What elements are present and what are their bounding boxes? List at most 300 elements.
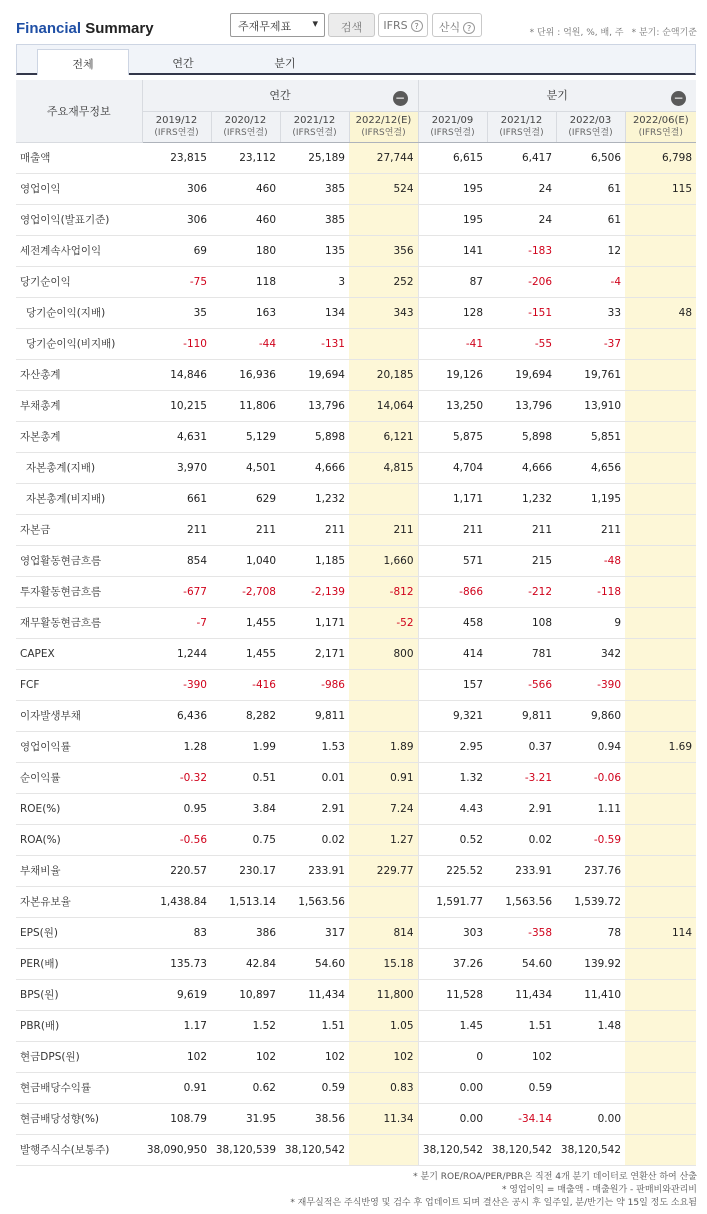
page-title-part2: Summary bbox=[81, 20, 154, 37]
table-cell: 2.91 bbox=[487, 793, 556, 824]
table-cell bbox=[625, 514, 696, 545]
table-cell: -55 bbox=[487, 328, 556, 359]
table-cell: 48 bbox=[625, 297, 696, 328]
period-basis: (IFRS연결) bbox=[499, 127, 544, 138]
table-cell: 854 bbox=[142, 545, 211, 576]
table-cell: -416 bbox=[211, 669, 280, 700]
table-cell bbox=[625, 793, 696, 824]
table-cell: 460 bbox=[211, 173, 280, 204]
table-row bbox=[16, 142, 696, 173]
table-cell: 54.60 bbox=[280, 948, 349, 979]
table-cell: 3.84 bbox=[211, 793, 280, 824]
table-row bbox=[16, 1103, 696, 1134]
statement-type-value: 주재무제표 bbox=[238, 20, 292, 33]
unit-note-text: * 단위 : 억원, %, 배, 주 bbox=[529, 28, 624, 38]
table-cell: 4,666 bbox=[280, 452, 349, 483]
table-row bbox=[16, 545, 696, 576]
footnote: * 영업이익 = 매출액 - 매출원가 - 판매비와관리비 bbox=[501, 1185, 697, 1195]
table-cell: 1,244 bbox=[142, 638, 211, 669]
collapse-quarter-icon[interactable]: − bbox=[671, 91, 686, 106]
row-label: 순이익률 bbox=[16, 762, 142, 793]
row-label: 현금DPS(원) bbox=[16, 1041, 142, 1072]
period-basis: (IFRS연결) bbox=[154, 127, 199, 138]
table-cell: 4,656 bbox=[556, 452, 625, 483]
help-icon: ? bbox=[411, 20, 423, 32]
table-cell: 1.05 bbox=[349, 1010, 418, 1041]
table-cell: -0.56 bbox=[142, 824, 211, 855]
search-button[interactable]: 검색 bbox=[328, 13, 375, 37]
table-cell: -110 bbox=[142, 328, 211, 359]
quarter-group-header bbox=[418, 80, 696, 111]
table-row bbox=[16, 297, 696, 328]
ifrs-help-button[interactable] bbox=[378, 13, 428, 37]
table-cell: 108 bbox=[487, 607, 556, 638]
formula-label: 산식 bbox=[438, 21, 461, 34]
table-cell: 6,506 bbox=[556, 142, 625, 173]
page-title-part1: Financial bbox=[16, 20, 82, 37]
table-cell: 135.73 bbox=[142, 948, 211, 979]
table-cell bbox=[625, 235, 696, 266]
table-row bbox=[16, 669, 696, 700]
table-row bbox=[16, 452, 696, 483]
table-row bbox=[16, 793, 696, 824]
period-basis: (IFRS연결) bbox=[568, 127, 613, 138]
table-row bbox=[16, 824, 696, 855]
table-row bbox=[16, 1072, 696, 1103]
table-cell bbox=[625, 545, 696, 576]
row-label: 현금배당성향(%) bbox=[16, 1103, 142, 1134]
period-date: 2020/12 bbox=[224, 114, 267, 126]
table-cell: 10,215 bbox=[142, 390, 211, 421]
row-label: ROE(%) bbox=[16, 793, 142, 824]
table-cell bbox=[625, 948, 696, 979]
table-row bbox=[16, 855, 696, 886]
table-row bbox=[16, 514, 696, 545]
table-cell: -131 bbox=[280, 328, 349, 359]
table-cell: 14,064 bbox=[349, 390, 418, 421]
table-row bbox=[16, 1134, 696, 1165]
table-row bbox=[16, 235, 696, 266]
table-cell: 19,761 bbox=[556, 359, 625, 390]
table-cell: 23,112 bbox=[211, 142, 280, 173]
table-cell bbox=[349, 700, 418, 731]
table-cell: 1.11 bbox=[556, 793, 625, 824]
table-cell: 229.77 bbox=[349, 855, 418, 886]
table-cell: 5,851 bbox=[556, 421, 625, 452]
table-cell bbox=[625, 359, 696, 390]
table-cell: 317 bbox=[280, 917, 349, 948]
table-cell: 0.00 bbox=[418, 1103, 487, 1134]
table-cell: 3 bbox=[280, 266, 349, 297]
table-cell: 0 bbox=[418, 1041, 487, 1072]
table-cell: 211 bbox=[487, 514, 556, 545]
table-cell: -358 bbox=[487, 917, 556, 948]
table-cell: 9 bbox=[556, 607, 625, 638]
table-cell: 1,660 bbox=[349, 545, 418, 576]
table-cell: 211 bbox=[280, 514, 349, 545]
row-label: 당기순이익 bbox=[16, 266, 142, 297]
table-cell: 87 bbox=[418, 266, 487, 297]
row-label: 영업이익률 bbox=[16, 731, 142, 762]
row-label: PER(배) bbox=[16, 948, 142, 979]
table-cell: 1,513.14 bbox=[211, 886, 280, 917]
table-cell: 0.94 bbox=[556, 731, 625, 762]
table-cell bbox=[349, 328, 418, 359]
table-cell: 6,417 bbox=[487, 142, 556, 173]
row-label: 재무활동현금흐름 bbox=[16, 607, 142, 638]
table-cell: 134 bbox=[280, 297, 349, 328]
table-cell: 0.59 bbox=[280, 1072, 349, 1103]
period-basis: (IFRS연결) bbox=[430, 127, 475, 138]
table-cell: 414 bbox=[418, 638, 487, 669]
table-cell: 16,936 bbox=[211, 359, 280, 390]
table-cell: 356 bbox=[349, 235, 418, 266]
table-cell: -34.14 bbox=[487, 1103, 556, 1134]
table-cell: -7 bbox=[142, 607, 211, 638]
table-cell: 1,040 bbox=[211, 545, 280, 576]
table-cell bbox=[625, 328, 696, 359]
table-cell: -986 bbox=[280, 669, 349, 700]
table-cell: -151 bbox=[487, 297, 556, 328]
table-cell: 1.69 bbox=[625, 731, 696, 762]
period-date: 2021/12 bbox=[500, 114, 543, 126]
table-cell: 0.01 bbox=[280, 762, 349, 793]
table-cell: 211 bbox=[349, 514, 418, 545]
period-basis: (IFRS연결) bbox=[361, 127, 406, 138]
table-cell: 38,120,542 bbox=[487, 1134, 556, 1165]
table-cell bbox=[349, 669, 418, 700]
table-cell: 211 bbox=[418, 514, 487, 545]
period-header bbox=[418, 111, 487, 142]
table-cell bbox=[556, 1072, 625, 1103]
table-cell: 1.17 bbox=[142, 1010, 211, 1041]
table-cell: 6,436 bbox=[142, 700, 211, 731]
table-cell: 118 bbox=[211, 266, 280, 297]
table-row bbox=[16, 700, 696, 731]
table-cell: 1.52 bbox=[211, 1010, 280, 1041]
table-cell: 0.37 bbox=[487, 731, 556, 762]
table-cell: 4,666 bbox=[487, 452, 556, 483]
row-label: 영업이익(발표기준) bbox=[16, 204, 142, 235]
table-cell: -3.21 bbox=[487, 762, 556, 793]
table-cell: 3,970 bbox=[142, 452, 211, 483]
unit-note bbox=[522, 25, 697, 38]
table-cell: -4 bbox=[556, 266, 625, 297]
table-cell bbox=[625, 483, 696, 514]
table-cell: 128 bbox=[418, 297, 487, 328]
table-cell: 0.00 bbox=[418, 1072, 487, 1103]
table-cell: 0.59 bbox=[487, 1072, 556, 1103]
table-cell: 42.84 bbox=[211, 948, 280, 979]
table-cell: 102 bbox=[349, 1041, 418, 1072]
period-date: 2019/12 bbox=[155, 114, 198, 126]
table-cell: 61 bbox=[556, 173, 625, 204]
ifrs-label: IFRS bbox=[383, 19, 408, 32]
table-cell bbox=[349, 483, 418, 514]
row-label: 자본총계 bbox=[16, 421, 142, 452]
table-row bbox=[16, 576, 696, 607]
table-cell: 233.91 bbox=[487, 855, 556, 886]
period-header bbox=[211, 111, 280, 142]
table-cell: -52 bbox=[349, 607, 418, 638]
table-cell: 1,563.56 bbox=[487, 886, 556, 917]
table-cell bbox=[625, 452, 696, 483]
table-row bbox=[16, 359, 696, 390]
table-cell: 9,860 bbox=[556, 700, 625, 731]
table-row bbox=[16, 173, 696, 204]
table-cell: 15.18 bbox=[349, 948, 418, 979]
table-cell bbox=[625, 1041, 696, 1072]
financial-summary-table bbox=[16, 80, 696, 1166]
table-cell: 1,455 bbox=[211, 638, 280, 669]
table-cell: 5,129 bbox=[211, 421, 280, 452]
table-cell bbox=[349, 204, 418, 235]
table-cell: 8,282 bbox=[211, 700, 280, 731]
help-icon: ? bbox=[463, 22, 475, 34]
table-cell: -212 bbox=[487, 576, 556, 607]
table-cell: 2.95 bbox=[418, 731, 487, 762]
table-cell: -44 bbox=[211, 328, 280, 359]
table-cell: 1.32 bbox=[418, 762, 487, 793]
table-cell: 13,910 bbox=[556, 390, 625, 421]
table-cell: -2,139 bbox=[280, 576, 349, 607]
period-header bbox=[556, 111, 625, 142]
table-cell bbox=[625, 638, 696, 669]
period-header bbox=[142, 111, 211, 142]
table-cell: 33 bbox=[556, 297, 625, 328]
table-cell: 27,744 bbox=[349, 142, 418, 173]
table-cell bbox=[625, 762, 696, 793]
table-cell: 1.45 bbox=[418, 1010, 487, 1041]
table-cell: -48 bbox=[556, 545, 625, 576]
row-label: 자본총계(지배) bbox=[16, 452, 142, 483]
table-cell: 11,434 bbox=[280, 979, 349, 1010]
table-cell: 230.17 bbox=[211, 855, 280, 886]
row-label: 영업활동현금흐름 bbox=[16, 545, 142, 576]
table-cell: -118 bbox=[556, 576, 625, 607]
table-cell: -677 bbox=[142, 576, 211, 607]
row-label: 당기순이익(비지배) bbox=[16, 328, 142, 359]
table-cell bbox=[625, 886, 696, 917]
table-cell: 211 bbox=[556, 514, 625, 545]
table-cell: 102 bbox=[280, 1041, 349, 1072]
quarter-basis-note: * 분기: 순액기준 bbox=[631, 28, 697, 38]
table-cell bbox=[349, 886, 418, 917]
table-cell: 0.62 bbox=[211, 1072, 280, 1103]
formula-help-button[interactable] bbox=[432, 13, 482, 37]
table-cell: 38,120,539 bbox=[211, 1134, 280, 1165]
table-cell: 13,796 bbox=[280, 390, 349, 421]
table-cell: 4,704 bbox=[418, 452, 487, 483]
table-cell: 5,898 bbox=[487, 421, 556, 452]
table-cell bbox=[625, 390, 696, 421]
page-title bbox=[16, 20, 154, 37]
table-cell: 1,185 bbox=[280, 545, 349, 576]
table-row bbox=[16, 266, 696, 297]
row-label: 자본금 bbox=[16, 514, 142, 545]
table-cell: -206 bbox=[487, 266, 556, 297]
table-cell: 342 bbox=[556, 638, 625, 669]
tab-all[interactable]: 전체 bbox=[37, 49, 129, 75]
table-cell: 6,121 bbox=[349, 421, 418, 452]
row-label: EPS(원) bbox=[16, 917, 142, 948]
table-cell: 237.76 bbox=[556, 855, 625, 886]
chevron-down-icon: ▾ bbox=[312, 17, 318, 30]
table-cell: -37 bbox=[556, 328, 625, 359]
table-cell: 83 bbox=[142, 917, 211, 948]
table-row bbox=[16, 390, 696, 421]
table-cell: 1.99 bbox=[211, 731, 280, 762]
table-cell: 4,631 bbox=[142, 421, 211, 452]
tab-annual[interactable]: 연간 bbox=[172, 57, 194, 70]
row-label: 발행주식수(보통주) bbox=[16, 1134, 142, 1165]
table-cell: 20,185 bbox=[349, 359, 418, 390]
table-cell: 4,501 bbox=[211, 452, 280, 483]
table-cell: 19,694 bbox=[280, 359, 349, 390]
period-basis: (IFRS연결) bbox=[638, 127, 683, 138]
table-cell: 38,120,542 bbox=[556, 1134, 625, 1165]
period-header bbox=[487, 111, 556, 142]
table-cell: 19,694 bbox=[487, 359, 556, 390]
table-cell: 114 bbox=[625, 917, 696, 948]
table-cell: 225.52 bbox=[418, 855, 487, 886]
table-cell: 1,591.77 bbox=[418, 886, 487, 917]
footnote: * 분기 ROE/ROA/PER/PBR은 직전 4개 분기 데이터로 연환산 하여 산출 bbox=[413, 1172, 697, 1182]
table-cell: -0.32 bbox=[142, 762, 211, 793]
row-label: FCF bbox=[16, 669, 142, 700]
row-label: 세전계속사업이익 bbox=[16, 235, 142, 266]
tab-quarterly[interactable]: 분기 bbox=[274, 57, 296, 70]
table-row bbox=[16, 1010, 696, 1041]
row-label: 부채총계 bbox=[16, 390, 142, 421]
table-row bbox=[16, 328, 696, 359]
table-cell: 215 bbox=[487, 545, 556, 576]
table-cell: 9,321 bbox=[418, 700, 487, 731]
table-cell: 10,897 bbox=[211, 979, 280, 1010]
table-cell bbox=[625, 824, 696, 855]
table-cell: -41 bbox=[418, 328, 487, 359]
table-cell: 141 bbox=[418, 235, 487, 266]
table-cell: 9,619 bbox=[142, 979, 211, 1010]
table-cell: 5,898 bbox=[280, 421, 349, 452]
table-cell bbox=[556, 1041, 625, 1072]
table-cell: 4,815 bbox=[349, 452, 418, 483]
table-cell: -183 bbox=[487, 235, 556, 266]
table-cell: 135 bbox=[280, 235, 349, 266]
table-cell: 35 bbox=[142, 297, 211, 328]
table-cell: -75 bbox=[142, 266, 211, 297]
table-row bbox=[16, 762, 696, 793]
table-cell: 9,811 bbox=[280, 700, 349, 731]
table-cell: 38,120,542 bbox=[418, 1134, 487, 1165]
table-cell: 0.95 bbox=[142, 793, 211, 824]
table-cell: 233.91 bbox=[280, 855, 349, 886]
table-cell: 157 bbox=[418, 669, 487, 700]
table-row bbox=[16, 731, 696, 762]
table-cell: 1,232 bbox=[280, 483, 349, 514]
table-row bbox=[16, 979, 696, 1010]
period-header bbox=[349, 111, 418, 142]
footnotes bbox=[290, 1171, 697, 1210]
table-cell: 115 bbox=[625, 173, 696, 204]
table-row bbox=[16, 483, 696, 514]
quarter-group-label: 분기 bbox=[546, 89, 568, 103]
table-cell: 0.51 bbox=[211, 762, 280, 793]
table-cell bbox=[625, 266, 696, 297]
table-cell: 4.43 bbox=[418, 793, 487, 824]
table-cell: 139.92 bbox=[556, 948, 625, 979]
header bbox=[0, 0, 707, 44]
table-cell: 108.79 bbox=[142, 1103, 211, 1134]
table-cell: 1.28 bbox=[142, 731, 211, 762]
table-cell: 0.91 bbox=[142, 1072, 211, 1103]
table-cell: 19,126 bbox=[418, 359, 487, 390]
table-cell: 12 bbox=[556, 235, 625, 266]
table-cell: -2,708 bbox=[211, 576, 280, 607]
table-cell: 1,195 bbox=[556, 483, 625, 514]
period-header bbox=[625, 111, 696, 142]
table-cell: 180 bbox=[211, 235, 280, 266]
table-cell: 61 bbox=[556, 204, 625, 235]
table-cell: 102 bbox=[142, 1041, 211, 1072]
table-cell: 1.27 bbox=[349, 824, 418, 855]
period-tabs bbox=[16, 44, 696, 75]
table-cell: 385 bbox=[280, 173, 349, 204]
table-cell: 385 bbox=[280, 204, 349, 235]
table-cell: 37.26 bbox=[418, 948, 487, 979]
table-cell: 1,171 bbox=[280, 607, 349, 638]
table-cell: 211 bbox=[142, 514, 211, 545]
table-cell: 11,528 bbox=[418, 979, 487, 1010]
row-label: 이자발생부채 bbox=[16, 700, 142, 731]
row-label: 부채비율 bbox=[16, 855, 142, 886]
table-row bbox=[16, 948, 696, 979]
table-cell: 211 bbox=[211, 514, 280, 545]
table-cell: 9,811 bbox=[487, 700, 556, 731]
table-cell: 571 bbox=[418, 545, 487, 576]
table-cell: 0.52 bbox=[418, 824, 487, 855]
table-cell: 2,171 bbox=[280, 638, 349, 669]
table-cell bbox=[625, 855, 696, 886]
table-cell bbox=[625, 700, 696, 731]
table-cell: -0.06 bbox=[556, 762, 625, 793]
row-label: 영업이익 bbox=[16, 173, 142, 204]
collapse-annual-icon[interactable]: − bbox=[393, 91, 408, 106]
table-cell: 306 bbox=[142, 173, 211, 204]
table-cell: 252 bbox=[349, 266, 418, 297]
table-cell: -0.59 bbox=[556, 824, 625, 855]
table-cell: 11,410 bbox=[556, 979, 625, 1010]
table-cell: 0.02 bbox=[487, 824, 556, 855]
table-cell: 1.51 bbox=[280, 1010, 349, 1041]
table-cell: 2.91 bbox=[280, 793, 349, 824]
table-cell: 14,846 bbox=[142, 359, 211, 390]
period-date: 2021/12 bbox=[293, 114, 336, 126]
table-row bbox=[16, 607, 696, 638]
statement-type-select[interactable] bbox=[230, 13, 325, 37]
table-cell: 7.24 bbox=[349, 793, 418, 824]
period-header bbox=[280, 111, 349, 142]
table-row bbox=[16, 917, 696, 948]
period-date: 2022/03 bbox=[569, 114, 612, 126]
table-cell: 102 bbox=[487, 1041, 556, 1072]
table-cell: 220.57 bbox=[142, 855, 211, 886]
table-cell bbox=[625, 607, 696, 638]
table-cell: 102 bbox=[211, 1041, 280, 1072]
row-label: 당기순이익(지배) bbox=[16, 297, 142, 328]
annual-group-label: 연간 bbox=[269, 89, 291, 103]
table-cell: 11,806 bbox=[211, 390, 280, 421]
